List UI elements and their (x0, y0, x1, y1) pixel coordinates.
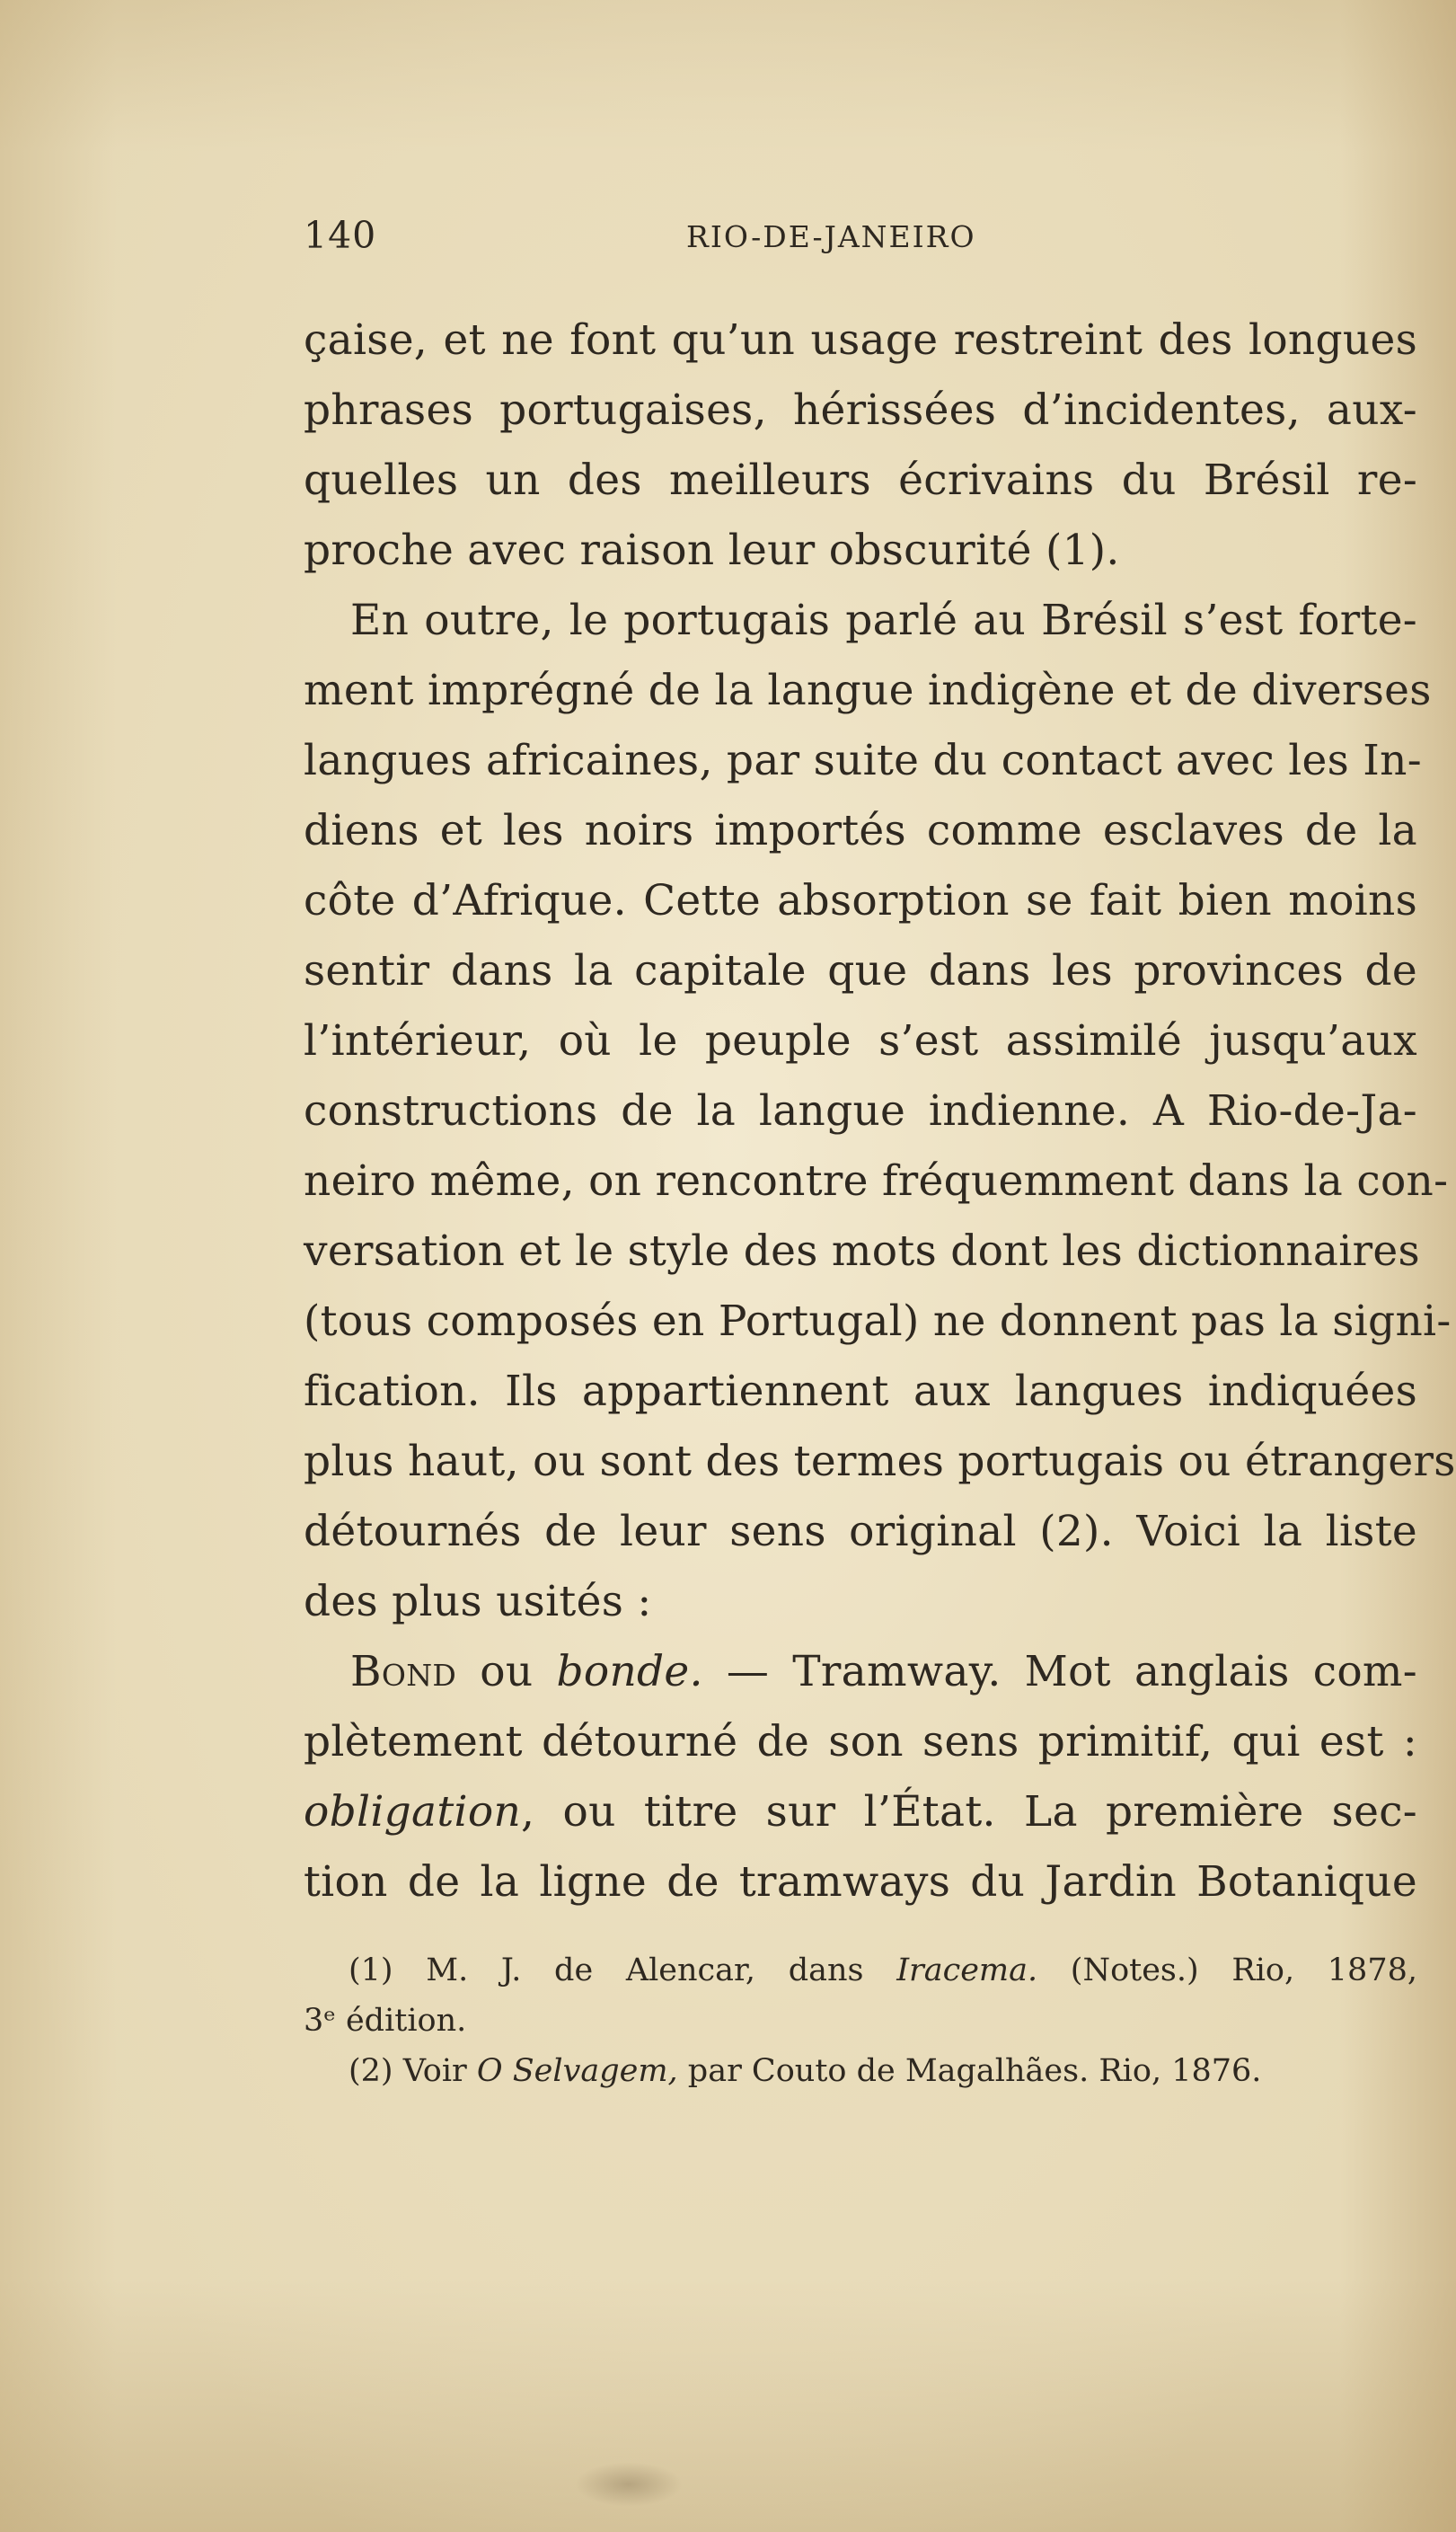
text-line: fication. Ils appartiennent aux langues indiquées (304, 1367, 1417, 1416)
text-line: des plus usités : (304, 1577, 652, 1626)
text-line: çaise, et ne font qu’un usage restreint des longues (304, 315, 1417, 365)
text-line: diens et les noirs importés comme esclaves de la (304, 806, 1417, 855)
text-line: plètement détourné de son sens primitif, qui est : (304, 1717, 1417, 1766)
text-line: En outre, le portugais parlé au Brésil s’est forte- (350, 596, 1417, 645)
glossary-entry-line (304, 1637, 1417, 1707)
text-line: versation et le style des mots dont les dictionnaires (304, 1226, 1420, 1276)
footnotes (304, 1945, 1417, 2096)
text-line: ment imprégné de la langue indigène et de diverses (304, 666, 1432, 715)
running-title: RIO-DE-JANEIRO (686, 219, 976, 254)
text-line: neiro même, on rencontre fréquemment dans la con- (304, 1156, 1449, 1206)
text-line: proche avec raison leur obscurité (1). (304, 526, 1120, 575)
body-text (304, 305, 1456, 1917)
text-line: l’intérieur, où le peuple s’est assimilé jusqu’aux (304, 1016, 1417, 1066)
text-line: sentir dans la capitale que dans les provinces de (304, 946, 1417, 996)
italic-term: obligation (304, 1787, 522, 1837)
text-line: constructions de la langue indienne. A Rio-de-Ja- (304, 1086, 1417, 1136)
text-line: côte d’Afrique. Cette absorption se fait bien moins (304, 876, 1417, 925)
text-line: tion de la ligne de tramways du Jardin Botanique (304, 1857, 1417, 1907)
paper-stain (575, 2462, 683, 2507)
entry-headword: Bond (350, 1647, 457, 1696)
entry-connector: ou (456, 1647, 557, 1696)
text-line: langues africaines, par suite du contact avec les In- (304, 736, 1422, 785)
text-line: quelles un des meilleurs écrivains du Brésil re- (304, 456, 1417, 505)
page-header (304, 214, 1446, 268)
text-line: détournés de leur sens original (2). Voici la liste (304, 1507, 1417, 1556)
text-line: (tous composés en Portugal) ne donnent pas la signi- (304, 1297, 1452, 1346)
footnote-1-continued: 3ᵉ édition. (304, 2003, 467, 2039)
entry-definition: — Tramway. Mot anglais com- (702, 1647, 1417, 1696)
text-line: plus haut, ou sont des termes portugais ou étrangers (304, 1437, 1456, 1486)
footnote-2: (2) Voir O Selvagem, par Couto de Magalhães. Rio, 1876. (349, 2053, 1262, 2089)
page-number: 140 (304, 214, 377, 257)
footnote-1: (1) M. J. de Alencar, dans Iracema. (Notes.) Rio, 1878, (349, 1952, 1417, 1988)
entry-variant: bonde. (556, 1647, 703, 1696)
text-line: phrases portugaises, hérissées d’incidentes, aux- (304, 385, 1417, 435)
text-line: obligation, ou titre sur l’État. La première sec- (304, 1787, 1417, 1837)
